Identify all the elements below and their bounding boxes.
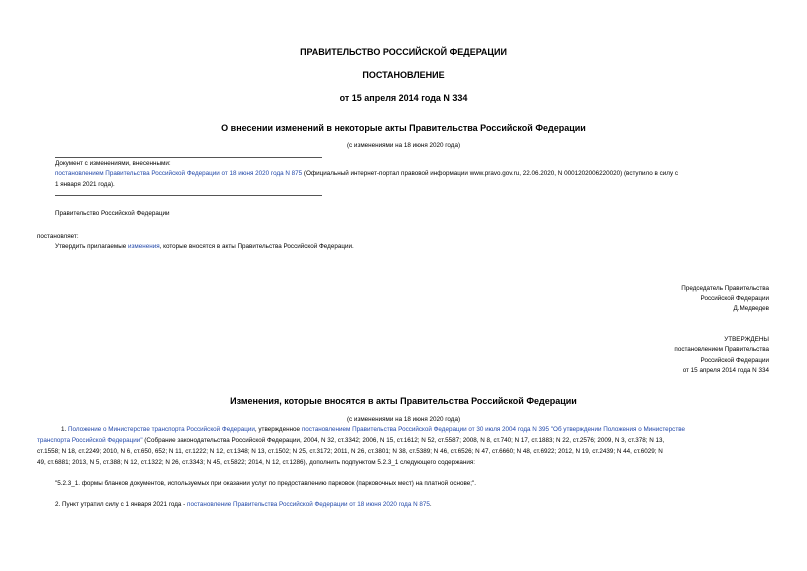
signature-line-1: Председатель Правительства	[681, 285, 769, 292]
approved-line-2: постановлением Правительства	[674, 346, 769, 353]
divider-bottom	[55, 195, 322, 196]
ministry-regulation-link[interactable]: Положение о Министерстве транспорта Российской Федерации	[68, 426, 255, 433]
item2-paragraph	[55, 499, 432, 510]
item1-text1: , утвержденное	[254, 426, 302, 433]
government-heading: ПРАВИТЕЛЬСТВО РОССИЙСКОЙ ФЕДЕРАЦИИ	[300, 47, 507, 57]
item2-post: .	[429, 501, 432, 508]
item1-text2: (Собрание законодательства Российской Федерации, 2004, N 32, ст.3342; 2006, N 15, ст.1612; N 52, ст.5587; 2008, N 8, ст.740; N 17, ст.1883; N 22, ст.2576; 2009, N 3, ст.378; N 13,	[142, 437, 665, 444]
approve-paragraph	[55, 241, 354, 252]
approved-line-1: УТВЕРЖДЕНЫ	[724, 336, 769, 343]
document-title: О внесении изменений в некоторые акты Правительства Российской Федерации	[221, 123, 586, 133]
changes-link[interactable]: изменения	[128, 243, 160, 250]
amended-note: (с изменениями на 18 июня 2020 года)	[346, 142, 461, 149]
government-line: Правительство Российской Федерации	[55, 210, 170, 217]
changes-section-title: Изменения, которые вносятся в акты Правительства Российской Федерации	[230, 396, 577, 406]
changes-line	[55, 168, 775, 179]
decides-label: постановляет:	[37, 233, 79, 240]
decree-395-link[interactable]: постановлением Правительства Российской Федерации от 30 июля 2004 года N 395 "Об утверждении Положения о Министерстве	[301, 426, 685, 433]
signature-line-2: Российской Федерации	[700, 295, 769, 302]
doc-type-heading: ПОСТАНОВЛЕНИЕ	[362, 70, 445, 80]
item1-line2	[37, 435, 777, 446]
changes-effective-text: 1 января 2021 года).	[55, 181, 115, 188]
item2-decree-link[interactable]: постановление Правительства Российской Федерации от 18 июня 2020 года N 875	[187, 501, 430, 508]
signature-name: Д.Медведев	[733, 305, 769, 312]
changes-section-note: (с изменениями на 18 июня 2020 года)	[346, 416, 461, 423]
item1-line1	[61, 424, 781, 435]
approve-pre: Утвердить прилагаемые	[55, 243, 128, 250]
amending-decree-link[interactable]: постановлением Правительства Российской Федерации от 18 июня 2020 года N 875	[55, 170, 303, 177]
approve-post: , которые вносятся в акты Правительства Российской Федерации.	[159, 243, 354, 250]
approved-line-4: от 15 апреля 2014 года N 334	[682, 367, 769, 374]
changes-intro: Документ с изменениями, внесенными:	[55, 160, 171, 167]
item1-number: 1.	[61, 426, 69, 433]
item1-line4: 49, ст.6881; 2013, N 5, ст.388; N 12, ст.1322; N 26, ст.3343; N 45, ст.5822; 2014, N 12, ст.1286), дополнить подпунктом 5.2.3_1 следующего содержания:	[37, 459, 476, 466]
date-number-heading: от 15 апреля 2014 года N 334	[339, 93, 468, 103]
new-subclause-quote: "5.2.3_1. формы бланков документов, используемых при оказании услуг по предоставлению парковок (парковочных мест) на платной основе;".	[55, 480, 477, 487]
item1-line3: ст.1558; N 18, ст.2249; 2010, N 6, ст.650, 652; N 11, ст.1222; N 12, ст.1348; N 13, ст.1502; N 25, ст.3172; 2011, N 26, ст.3801; N 38, ст.5389; N 46, ст.6526; N 47, ст.6660; N 48, ст.6922; 2012, N 19, ст.2439; N 44, ст.6029; N	[37, 448, 663, 455]
changes-source-text: (Официальный интернет-портал правовой информации www.pravo.gov.ru, 22.06.2020, N 0001202006220020) (вступило в силу с	[302, 170, 678, 177]
item2-pre: 2. Пункт утратил силу с 1 января 2021 года -	[55, 501, 188, 508]
decree-395-link-cont[interactable]: транспорта Российской Федерации"	[37, 437, 143, 444]
approved-line-3: Российской Федерации	[700, 357, 769, 364]
